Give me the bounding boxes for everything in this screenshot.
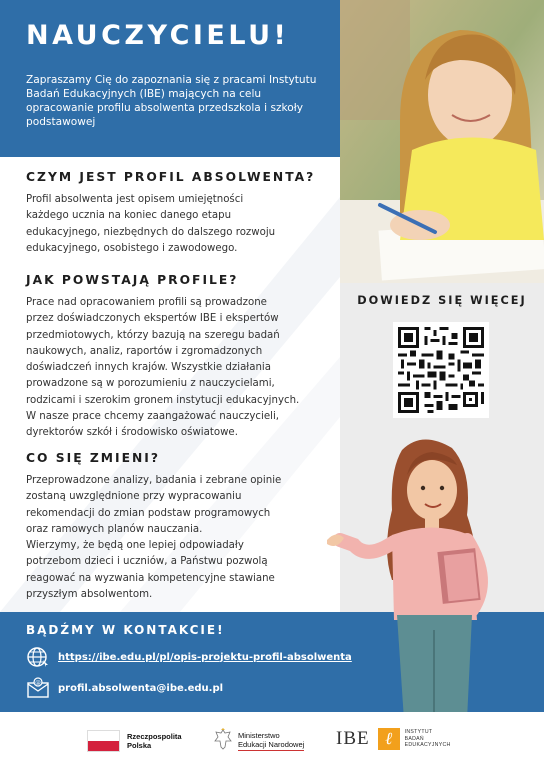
- section-heading-change: CO SIĘ ZMIENI?: [26, 451, 161, 465]
- men-label: Ministerstwo Edukacji Narodowej: [238, 731, 305, 749]
- section-heading-how: JAK POWSTAJĄ PROFILE?: [26, 273, 239, 287]
- ibe-fullname: INSTYTUT BADAŃ EDUKACYJNYCH: [404, 729, 451, 749]
- rp-logo: [87, 730, 182, 752]
- globe-icon: [26, 646, 50, 668]
- eagle-emblem-icon: [214, 728, 232, 754]
- men-logo: [214, 728, 304, 754]
- intro-text: Zapraszamy Cię do zapoznania się z pracami Instytutu Badań Edukacyjnych (IBE) mających na celu opracowanie profilu absolwenta przedszkola i szkoły podstawowej: [26, 74, 317, 128]
- website-row: [26, 646, 352, 668]
- child-writing-photo: [340, 0, 544, 283]
- page-title: NAUCZYCIELU!: [26, 20, 290, 51]
- envelope-icon: [26, 677, 50, 699]
- learn-more-heading: DOWIEDZ SIĘ WIĘCEJ: [357, 294, 527, 307]
- polish-flag-icon: [87, 730, 120, 752]
- section-body-how: Prace nad opracowaniem profili są prowadzone przez doświadczonych ekspertów IBE i ekspertów przedmiotowych, którzy bazują na szeregu badań naukowych, analiz, raportów i zgromadzonych doświadczeń innych krajów. Wszystkie działania prowadzone są w porozumieniu z nauczycielami, rodzicami i szerokim gronem instytucji edukacyjnych. W nasze prace chcemy zaangażować nauczycieli, dyrektorów szkół i środowisko oświatowe.: [26, 297, 300, 439]
- section-body-change: Przeprowadzone analizy, badania i zebrane opinie zostaną uwzględnione przy wypracowaniu rekomendacji do zmian podstaw programowych oraz ramowych planów nauczania. Wierzymy, że będą one lepiej odpowiadały potrzebom dzieci i uczniów, a Państwu pozwolą reagować na wyzwania kompetencyjne stawiane przyszłym absolwentom.: [26, 475, 282, 601]
- ibe-logo: [336, 728, 451, 750]
- email-address[interactable]: profil.absolwenta@ibe.edu.pl: [58, 682, 224, 694]
- website-link[interactable]: https://ibe.edu.pl/pl/opis-projektu-profil-absolwenta: [58, 651, 352, 663]
- qr-code[interactable]: [393, 322, 489, 418]
- contact-heading: BĄDŹMY W KONTAKCIE!: [26, 623, 225, 637]
- svg-text:@: @: [35, 680, 41, 686]
- ibe-mark-icon: ℓ: [378, 728, 400, 750]
- email-row: [26, 677, 223, 699]
- teacher-illustration: [322, 430, 502, 720]
- section-body-profile: Profil absolwenta jest opisem umiejętności każdego ucznia na koniec danego etapu edukacyjnego, niezbędnych do dalszego rozwoju edukacyjnego, osobistego i zawodowego.: [26, 194, 276, 254]
- section-heading-profile: CZYM JEST PROFIL ABSOLWENTA?: [26, 170, 316, 184]
- ibe-wordmark: IBE: [336, 728, 370, 749]
- rp-label: Rzeczpospolita Polska: [127, 732, 182, 750]
